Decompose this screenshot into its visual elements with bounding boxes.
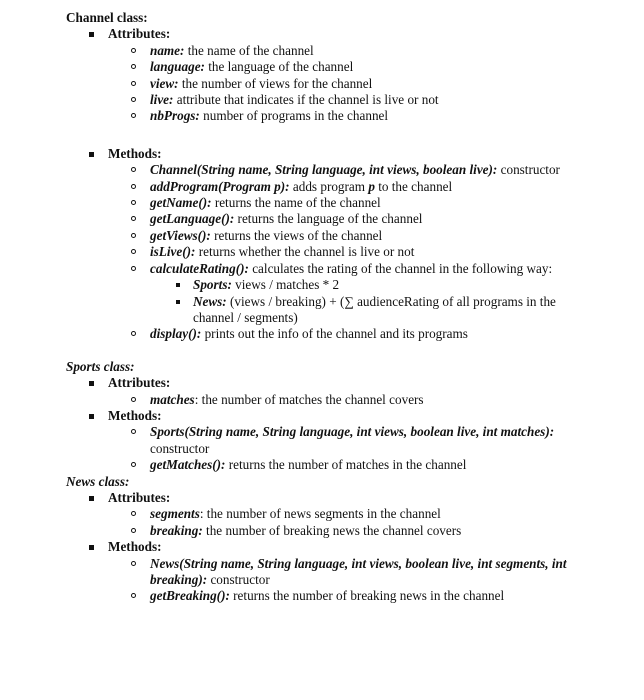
method-term: Sports(String name, String language, int views, boolean live, int matches): <box>150 424 555 440</box>
method-term: getBreaking(): <box>150 588 230 604</box>
news-attributes-heading <box>108 490 644 506</box>
attribute-term: segments <box>150 506 200 522</box>
method-term: getName(): <box>150 195 212 211</box>
channel-attributes-label: Attributes: <box>108 26 171 42</box>
attribute-desc: : the number of matches the channel covers <box>194 391 424 407</box>
circle-bullet-icon <box>131 429 136 434</box>
channel-method-item <box>150 261 570 277</box>
sports-attributes-heading <box>108 375 644 391</box>
method-desc: adds program <box>289 178 369 194</box>
circle-bullet-icon <box>131 97 136 102</box>
sports-attributes-label: Attributes: <box>108 375 171 391</box>
attribute-desc: the number of views for the channel <box>178 75 373 91</box>
method-param: p <box>368 178 375 194</box>
channel-method-item <box>150 179 570 195</box>
circle-bullet-icon <box>131 511 136 516</box>
method-term: isLive(): <box>150 244 196 260</box>
circle-bullet-icon <box>131 233 136 238</box>
circle-bullet-icon <box>131 113 136 118</box>
attribute-term: view: <box>150 75 179 91</box>
attribute-term: breaking: <box>150 522 203 538</box>
square-bullet-icon <box>176 283 180 287</box>
circle-bullet-icon <box>131 48 136 53</box>
method-term: getMatches(): <box>150 457 226 473</box>
square-bullet-icon <box>89 496 94 501</box>
attribute-term: nbProgs: <box>150 108 200 124</box>
square-bullet-icon <box>176 300 180 304</box>
channel-method-item <box>150 211 570 227</box>
attribute-desc: : the number of news segments in the channel <box>199 506 441 522</box>
news-attribute-item <box>150 523 570 539</box>
attribute-desc: the name of the channel <box>184 42 314 58</box>
circle-bullet-icon <box>131 81 136 86</box>
method-term: addProgram(Program p): <box>150 178 290 194</box>
rating-rule-term: News: <box>193 293 227 309</box>
circle-bullet-icon <box>131 184 136 189</box>
method-desc: constructor <box>150 440 210 456</box>
news-methods-heading <box>108 539 644 555</box>
method-desc: returns whether the channel is live or not <box>195 244 415 260</box>
channel-methods-heading <box>108 146 644 162</box>
method-term: getLanguage(): <box>150 211 235 227</box>
attribute-desc: attribute that indicates if the channel is live or not <box>173 92 439 108</box>
attribute-desc: the number of breaking news the channel covers <box>202 522 462 538</box>
channel-attribute-item <box>150 43 570 59</box>
channel-attribute-item <box>150 59 570 75</box>
channel-method-item <box>150 244 570 260</box>
attribute-term: language: <box>150 59 205 75</box>
method-term: News(String name, String language, int views, boolean live, int segments, int breaking): <box>150 555 567 587</box>
circle-bullet-icon <box>131 249 136 254</box>
circle-bullet-icon <box>131 397 136 402</box>
channel-method-item <box>150 195 570 211</box>
channel-attribute-item <box>150 108 570 124</box>
circle-bullet-icon <box>131 216 136 221</box>
circle-bullet-icon <box>131 593 136 598</box>
channel-method-item <box>150 228 570 244</box>
rating-rule-desc: (views / breaking) + (∑ audienceRating of all programs in the channel / segments) <box>193 293 556 325</box>
method-term: display(): <box>150 326 202 342</box>
news-method-item <box>150 556 570 589</box>
channel-class-title: Channel class: <box>66 10 148 25</box>
method-desc: returns the number of breaking news in the channel <box>229 588 505 604</box>
method-desc-tail: to the channel <box>374 178 453 194</box>
method-term: Channel(String name, String language, int views, boolean live): <box>150 162 498 178</box>
circle-bullet-icon <box>131 561 136 566</box>
sports-class-title: Sports class: <box>66 358 135 374</box>
circle-bullet-icon <box>131 528 136 533</box>
rating-rule-item <box>193 277 573 293</box>
method-desc: prints out the info of the channel and its programs <box>201 326 468 342</box>
rating-rule-desc: views / matches * 2 <box>231 277 340 293</box>
channel-method-item <box>150 326 570 342</box>
square-bullet-icon <box>89 152 94 157</box>
circle-bullet-icon <box>131 462 136 467</box>
attribute-term: matches <box>150 391 195 407</box>
rating-rule-term: Sports: <box>193 277 232 293</box>
square-bullet-icon <box>89 545 94 550</box>
news-methods-label: Methods: <box>108 539 162 555</box>
attribute-term: live: <box>150 92 174 108</box>
rating-rule-item <box>193 294 573 327</box>
news-method-item <box>150 588 570 604</box>
channel-attribute-item <box>150 92 570 108</box>
circle-bullet-icon <box>131 266 136 271</box>
channel-methods-label: Methods: <box>108 145 162 161</box>
method-desc: calculates the rating of the channel in the following way: <box>248 260 553 276</box>
square-bullet-icon <box>89 414 94 419</box>
attribute-term: name: <box>150 42 185 58</box>
sports-method-item <box>150 424 570 457</box>
method-desc: constructor <box>497 162 560 178</box>
sports-method-item <box>150 457 570 473</box>
sports-methods-label: Methods: <box>108 407 162 423</box>
method-desc: returns the number of matches in the channel <box>225 457 467 473</box>
channel-method-item <box>150 162 570 178</box>
method-desc: constructor <box>207 572 270 587</box>
method-desc: returns the name of the channel <box>211 195 381 211</box>
circle-bullet-icon <box>131 64 136 69</box>
news-attribute-item <box>150 506 570 522</box>
attribute-desc: the language of the channel <box>204 59 354 75</box>
square-bullet-icon <box>89 381 94 386</box>
circle-bullet-icon <box>131 167 136 172</box>
news-class-title: News class: <box>66 473 130 489</box>
document <box>0 10 644 605</box>
square-bullet-icon <box>89 32 94 37</box>
method-term: calculateRating(): <box>150 260 249 276</box>
channel-attribute-item <box>150 76 570 92</box>
circle-bullet-icon <box>131 331 136 336</box>
channel-attributes-heading <box>108 26 644 42</box>
news-attributes-label: Attributes: <box>108 489 171 505</box>
attribute-desc: number of programs in the channel <box>199 108 389 124</box>
circle-bullet-icon <box>131 200 136 205</box>
method-term: getViews(): <box>150 227 211 243</box>
method-desc: returns the views of the channel <box>210 227 383 243</box>
method-desc: returns the language of the channel <box>234 211 423 227</box>
sports-attribute-item <box>150 392 570 408</box>
sports-methods-heading <box>108 408 644 424</box>
